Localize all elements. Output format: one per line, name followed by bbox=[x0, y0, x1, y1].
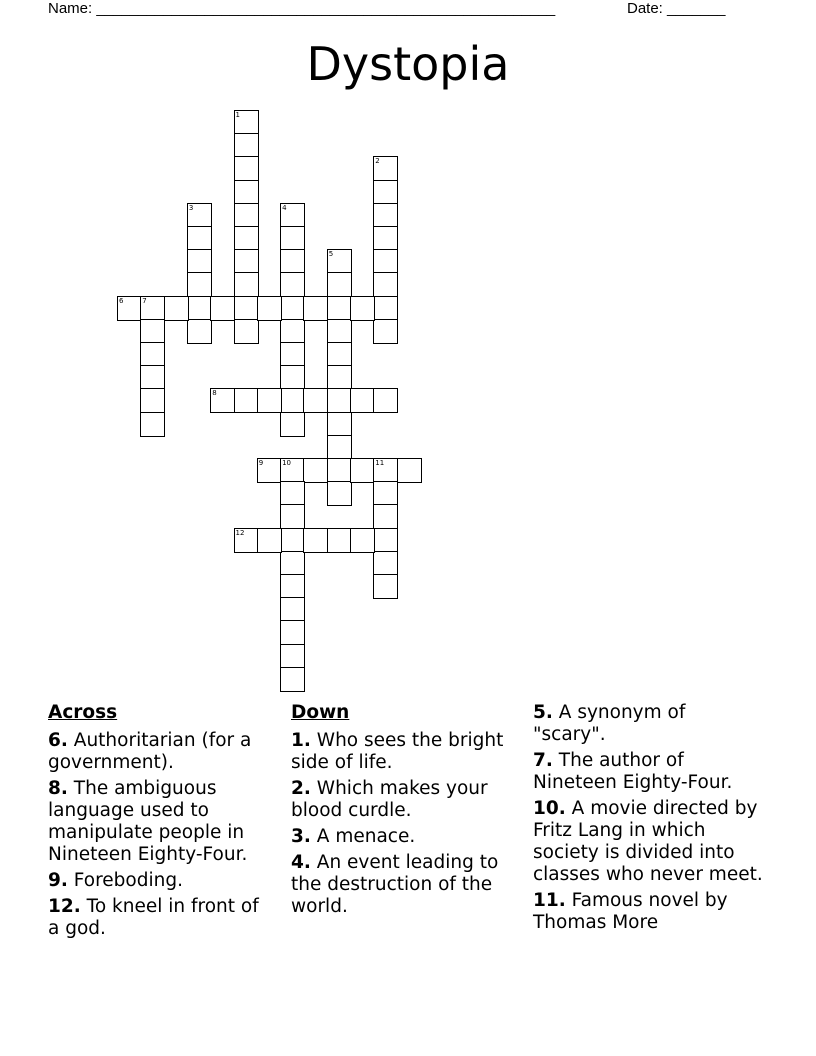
grid-cell[interactable] bbox=[234, 296, 259, 321]
grid-cell[interactable] bbox=[164, 296, 189, 321]
grid-cell[interactable] bbox=[187, 272, 212, 297]
grid-cell[interactable] bbox=[373, 528, 398, 553]
grid-cell[interactable] bbox=[350, 296, 375, 321]
grid-cell[interactable] bbox=[373, 226, 398, 251]
grid-cell[interactable] bbox=[350, 388, 375, 413]
grid-cell[interactable] bbox=[397, 458, 422, 483]
clue-down-4: 4. An event leading to the destruction of the world. bbox=[291, 852, 499, 917]
cell-number: 2 bbox=[375, 157, 380, 166]
grid-cell[interactable] bbox=[280, 226, 305, 251]
cell-number: 8 bbox=[212, 389, 217, 398]
grid-cell[interactable] bbox=[234, 110, 259, 135]
grid-cell[interactable] bbox=[327, 272, 352, 297]
grid-cell[interactable] bbox=[280, 249, 305, 274]
grid-cell[interactable] bbox=[303, 528, 328, 553]
clue-down-3: 3. A menace. bbox=[291, 826, 416, 847]
clue-across-8: 8. The ambiguous language used to manipulate people in Nineteen Eighty-Four. bbox=[48, 778, 248, 865]
grid-cell[interactable] bbox=[327, 388, 352, 413]
cell-number: 11 bbox=[375, 459, 385, 467]
grid-cell[interactable] bbox=[234, 180, 259, 205]
clue-down-1: 1. Who sees the bright side of life. bbox=[291, 730, 504, 773]
grid-cell[interactable] bbox=[327, 296, 352, 321]
grid-cell[interactable] bbox=[280, 365, 305, 390]
cell-number: 12 bbox=[235, 528, 245, 537]
grid-cell[interactable] bbox=[234, 156, 259, 181]
across-clues bbox=[48, 702, 273, 944]
grid-cell[interactable] bbox=[373, 272, 398, 297]
grid-cell[interactable] bbox=[257, 388, 282, 413]
clue-down-5: 5. A synonym of "scary". bbox=[533, 702, 686, 745]
grid-cell[interactable] bbox=[303, 388, 328, 413]
down-clues bbox=[291, 702, 516, 922]
grid-cell[interactable] bbox=[257, 528, 282, 553]
grid-cell[interactable] bbox=[234, 133, 259, 158]
grid-cell[interactable] bbox=[187, 203, 212, 228]
grid-cell[interactable] bbox=[327, 412, 352, 437]
cell-number: 7 bbox=[142, 296, 147, 305]
grid-cell[interactable] bbox=[187, 249, 212, 274]
cell-number: 4 bbox=[282, 203, 287, 212]
grid-cell[interactable] bbox=[280, 597, 305, 622]
grid-cell[interactable] bbox=[373, 180, 398, 205]
grid-cell[interactable] bbox=[140, 365, 165, 390]
grid-cell[interactable] bbox=[327, 319, 352, 344]
grid-cell[interactable] bbox=[234, 528, 259, 553]
grid-cell[interactable] bbox=[280, 296, 305, 321]
grid-cell[interactable] bbox=[280, 342, 305, 367]
clue-down-2: 2. Which makes your blood curdle. bbox=[291, 778, 488, 821]
grid-cell[interactable] bbox=[373, 296, 398, 321]
grid-cell[interactable] bbox=[327, 458, 352, 483]
grid-cell[interactable] bbox=[234, 226, 259, 251]
grid-cell[interactable] bbox=[210, 388, 235, 413]
grid-cell[interactable] bbox=[373, 249, 398, 274]
grid-cell[interactable] bbox=[373, 551, 398, 576]
grid-cell[interactable] bbox=[280, 644, 305, 669]
down-clues-continued bbox=[533, 702, 763, 938]
grid-cell[interactable] bbox=[257, 458, 282, 483]
down-heading: Down bbox=[291, 702, 350, 723]
grid-cell[interactable] bbox=[373, 504, 398, 529]
grid-cell[interactable] bbox=[140, 412, 165, 437]
clue-across-12: 12. To kneel in front of a god. bbox=[48, 896, 259, 939]
cell-number: 10 bbox=[282, 459, 292, 467]
grid-cell[interactable] bbox=[373, 203, 398, 228]
grid-cell[interactable] bbox=[327, 342, 352, 367]
grid-cell[interactable] bbox=[303, 296, 328, 321]
grid-cell[interactable] bbox=[280, 574, 305, 599]
clue-down-7: 7. The author of Nineteen Eighty-Four. bbox=[533, 750, 733, 793]
grid-cell[interactable] bbox=[187, 296, 212, 321]
grid-cell[interactable] bbox=[280, 203, 305, 228]
grid-cell[interactable] bbox=[280, 458, 305, 483]
grid-cell[interactable] bbox=[280, 319, 305, 344]
grid-cell[interactable] bbox=[140, 388, 165, 413]
name-field-label: Name: _______________________________________________________ bbox=[48, 0, 556, 17]
grid-cell[interactable] bbox=[234, 388, 259, 413]
cell-number: 3 bbox=[188, 203, 194, 212]
clue-across-9: 9. Foreboding. bbox=[48, 870, 183, 891]
grid-cell[interactable] bbox=[140, 296, 165, 321]
across-heading: Across bbox=[48, 702, 118, 723]
grid-cell[interactable] bbox=[373, 156, 398, 181]
grid-cell[interactable] bbox=[280, 528, 305, 553]
grid-cell[interactable] bbox=[373, 319, 398, 344]
grid-cell[interactable] bbox=[350, 458, 375, 483]
grid-cell[interactable] bbox=[280, 272, 305, 297]
date-field-label: Date: _______ bbox=[627, 0, 726, 17]
grid-cell[interactable] bbox=[257, 296, 282, 321]
clue-down-11: 11. Famous novel by Thomas More bbox=[533, 890, 728, 933]
page-title: Dystopia bbox=[306, 37, 510, 91]
grid-cell[interactable] bbox=[280, 620, 305, 645]
grid-cell[interactable] bbox=[373, 458, 398, 483]
grid-cell[interactable] bbox=[303, 458, 328, 483]
grid-cell[interactable] bbox=[327, 481, 352, 506]
clue-across-6: 6. Authoritarian (for a government). bbox=[48, 730, 252, 773]
grid-cell[interactable] bbox=[117, 296, 142, 321]
grid-cell[interactable] bbox=[280, 388, 305, 413]
grid-cell[interactable] bbox=[327, 365, 352, 390]
grid-cell[interactable] bbox=[234, 319, 259, 344]
grid-cell[interactable] bbox=[280, 667, 305, 692]
grid-cell[interactable] bbox=[187, 226, 212, 251]
grid-cell[interactable] bbox=[140, 342, 165, 367]
grid-cell[interactable] bbox=[373, 388, 398, 413]
grid-cell[interactable] bbox=[373, 481, 398, 506]
grid-cell[interactable] bbox=[140, 319, 165, 344]
cell-number: 6 bbox=[119, 296, 124, 305]
grid-cell[interactable] bbox=[327, 249, 352, 274]
grid-cell[interactable] bbox=[327, 528, 352, 553]
grid-cell[interactable] bbox=[187, 319, 212, 344]
cell-number: 5 bbox=[328, 250, 334, 259]
grid-cell[interactable] bbox=[280, 412, 305, 437]
grid-cell[interactable] bbox=[210, 296, 235, 321]
grid-cell[interactable] bbox=[280, 504, 305, 529]
cell-number: 9 bbox=[258, 459, 264, 467]
grid-cell[interactable] bbox=[350, 528, 375, 553]
grid-cell[interactable] bbox=[373, 574, 398, 599]
grid-cell[interactable] bbox=[234, 272, 259, 297]
grid-cell[interactable] bbox=[327, 435, 352, 460]
grid-cell[interactable] bbox=[280, 481, 305, 506]
grid-cell[interactable] bbox=[234, 203, 259, 228]
grid-cell[interactable] bbox=[234, 249, 259, 274]
grid-cell[interactable] bbox=[280, 551, 305, 576]
clue-down-10: 10. A movie directed by Fritz Lang in which society is divided into classes who never meet. bbox=[533, 798, 763, 885]
cell-number: 1 bbox=[235, 111, 240, 119]
